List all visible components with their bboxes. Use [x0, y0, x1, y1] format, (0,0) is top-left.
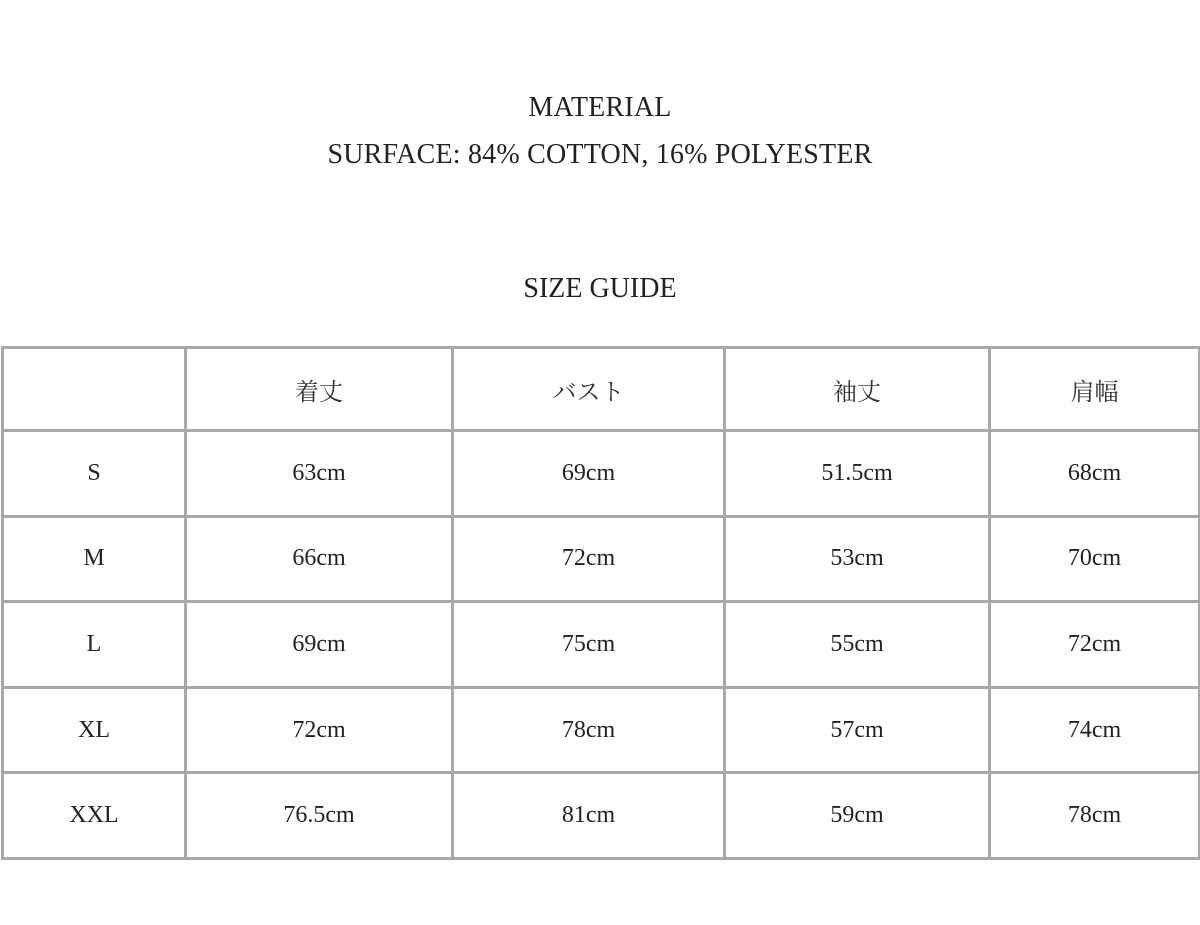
- table-row: [3, 516, 1200, 602]
- sleeve-cell: 51.5cm: [725, 431, 990, 517]
- sleeve-cell: 57cm: [725, 687, 990, 773]
- shoulder-cell: 72cm: [990, 602, 1200, 688]
- shoulder-cell: 78cm: [990, 773, 1200, 859]
- header-cell-length: 着丈: [186, 348, 453, 431]
- shoulder-cell: 70cm: [990, 516, 1200, 602]
- table-header-row: [3, 348, 1200, 431]
- size-label: S: [3, 431, 186, 517]
- bust-cell: 78cm: [453, 687, 725, 773]
- bust-cell: 72cm: [453, 516, 725, 602]
- table-row: [3, 431, 1200, 517]
- length-cell: 63cm: [186, 431, 453, 517]
- bust-cell: 75cm: [453, 602, 725, 688]
- size-guide-table: [1, 346, 1200, 860]
- bust-cell: 69cm: [453, 431, 725, 517]
- size-label: L: [3, 602, 186, 688]
- sleeve-cell: 55cm: [725, 602, 990, 688]
- material-composition: SURFACE: 84% COTTON, 16% POLYESTER: [327, 139, 873, 170]
- size-guide-title: SIZE GUIDE: [523, 273, 677, 304]
- material-section: [0, 84, 1200, 178]
- sleeve-cell: 59cm: [725, 773, 990, 859]
- size-label: XXL: [3, 773, 186, 859]
- length-cell: 76.5cm: [186, 773, 453, 859]
- size-label: M: [3, 516, 186, 602]
- table-row: [3, 687, 1200, 773]
- table-row: [3, 773, 1200, 859]
- length-cell: 66cm: [186, 516, 453, 602]
- header-cell-empty: [3, 348, 186, 431]
- size-label: XL: [3, 687, 186, 773]
- header-cell-bust: バスト: [453, 348, 725, 431]
- bust-cell: 81cm: [453, 773, 725, 859]
- shoulder-cell: 68cm: [990, 431, 1200, 517]
- material-heading: MATERIAL: [528, 92, 672, 123]
- length-cell: 69cm: [186, 602, 453, 688]
- header-cell-shoulder: 肩幅: [990, 348, 1200, 431]
- sleeve-cell: 53cm: [725, 516, 990, 602]
- length-cell: 72cm: [186, 687, 453, 773]
- header-cell-sleeve: 袖丈: [725, 348, 990, 431]
- table-row: [3, 602, 1200, 688]
- shoulder-cell: 74cm: [990, 687, 1200, 773]
